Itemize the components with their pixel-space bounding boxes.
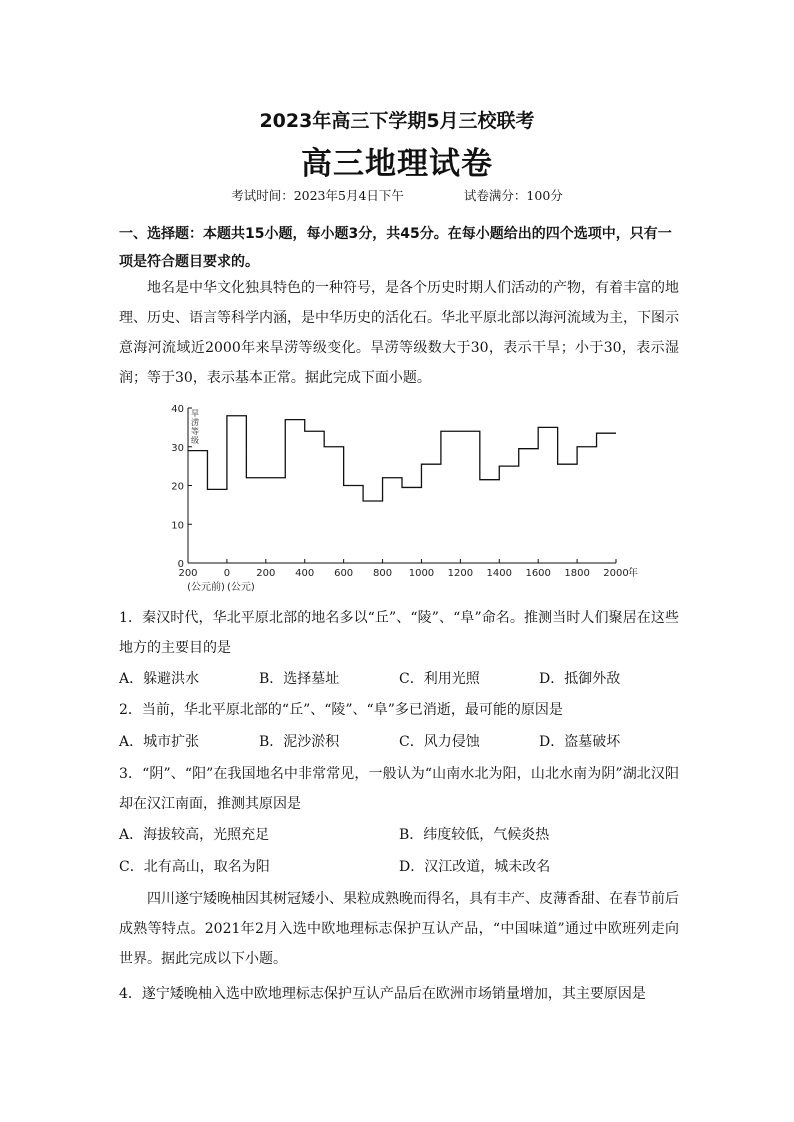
q2-option-a[interactable]: A．城市扩张 [119,734,200,750]
drought-flood-series-line [188,416,616,501]
q3-option-a[interactable]: A．海拔较高，光照充足 [119,827,270,843]
passage-1: 地名是中华文化独具特色的一种符号，是各个历史时期人们活动的产物，有着丰富的地理、历史、语言等科学内涵，是中华历史的活化石。华北平原北部以海河流域为主，下图示意海河流域近2000年来旱涝等级变化。旱涝等级数大于30，表示干旱；小于30，表示湿润；等于30，表示基本正常。据此完成下面小题。 [119,280,679,386]
question-2-stem: 2．当前，华北平原北部的“丘”、“陵”、“阜”多已消逝，最可能的原因是 [119,702,563,718]
question-3-options-row1 [119,820,679,850]
x-tick-label: 0 [223,568,231,579]
exam-time: 考试时间：2023年5月4日下午 [231,188,404,203]
x-tick-label: 800 [372,568,393,579]
x-tick-label: 600 [334,568,354,579]
paper-title: 高三地理试卷 [301,146,493,182]
q2-option-d[interactable]: D．盗墓破坏 [539,734,621,750]
full-score: 试卷满分：100分 [463,188,563,203]
q3-option-d[interactable]: D．汉江改道，城未改名 [399,859,551,875]
question-2-options [119,727,679,757]
y-axis-label-char: 等 [191,427,199,436]
q1-option-d[interactable]: D．抵御外敌 [539,671,621,687]
y-tick-label: 40 [171,404,184,415]
q2-option-c[interactable]: C．风力侵蚀 [399,734,480,750]
x-tick-label: 2000 [603,568,629,579]
ad-label: (公元) [227,582,255,593]
x-tick-label: 1000 [408,568,435,579]
y-tick-label: 30 [171,442,184,454]
question-3-stem: 3．“阴”、“阳”在我国地名中非常常见，一般认为“山南水北为阳，山北水南为阴”湖北汉阳却在汉江南面，推测其原因是 [119,766,679,812]
x-tick-label: 200 [256,568,276,579]
y-tick-label: 20 [171,481,184,493]
drought-flood-chart [150,400,650,600]
y-tick-label: 0 [177,559,184,570]
x-axis-unit: 年 [628,568,638,579]
q2-option-b[interactable]: B．泥沙淤积 [259,734,340,750]
x-tick-label: 200 [178,568,198,579]
bc-label: (公元前) [187,582,225,593]
y-axis-label-char: 涝 [191,418,199,427]
question-1-options [119,664,679,694]
exam-name: 2023年高三下学期5月三校联考 [259,110,535,132]
passage-2: 四川遂宁矮晚柚因其树冠矮小、果粒成熟晚而得名，具有丰产、皮薄香甜、在春节前后成熟等特点。2021年2月入选中欧地理标志保护互认产品，“中国味道”通过中欧班列走向世界。据此完成以下小题。 [119,891,679,967]
exam-info [0,186,794,204]
q1-option-b[interactable]: B．选择墓址 [259,671,340,687]
y-axis-label-char: 级 [191,436,199,445]
question-4-stem: 4．遂宁矮晚柚入选中欧地理标志保护互认产品后在欧洲市场销量增加，其主要原因是 [119,986,646,1002]
x-tick-label: 1400 [486,568,512,579]
q1-option-a[interactable]: A．躲避洪水 [119,671,200,687]
x-tick-label: 400 [295,568,315,579]
question-1-stem: 1．秦汉时代，华北平原北部的地名多以“丘”、“陵”、“阜”命名。推测当时人们聚居在这些地方的主要目的是 [119,610,679,656]
y-axis-label-char: 旱 [191,409,199,418]
section-heading: 一、选择题：本题共15小题，每小题3分，共45分。在每小题给出的四个选项中，只有一项是符合题目要求的。 [119,226,672,270]
x-tick-label: 1600 [525,568,551,579]
question-3-options-row2 [119,852,679,882]
q3-option-c[interactable]: C．北有高山，取名为阳 [119,859,270,875]
x-tick-label: 1200 [447,568,474,579]
q1-option-c[interactable]: C．利用光照 [399,671,480,687]
q3-option-b[interactable]: B．纬度较低，气候炎热 [399,827,550,843]
x-tick-label: 1800 [564,568,590,579]
y-tick-label: 10 [171,520,184,532]
